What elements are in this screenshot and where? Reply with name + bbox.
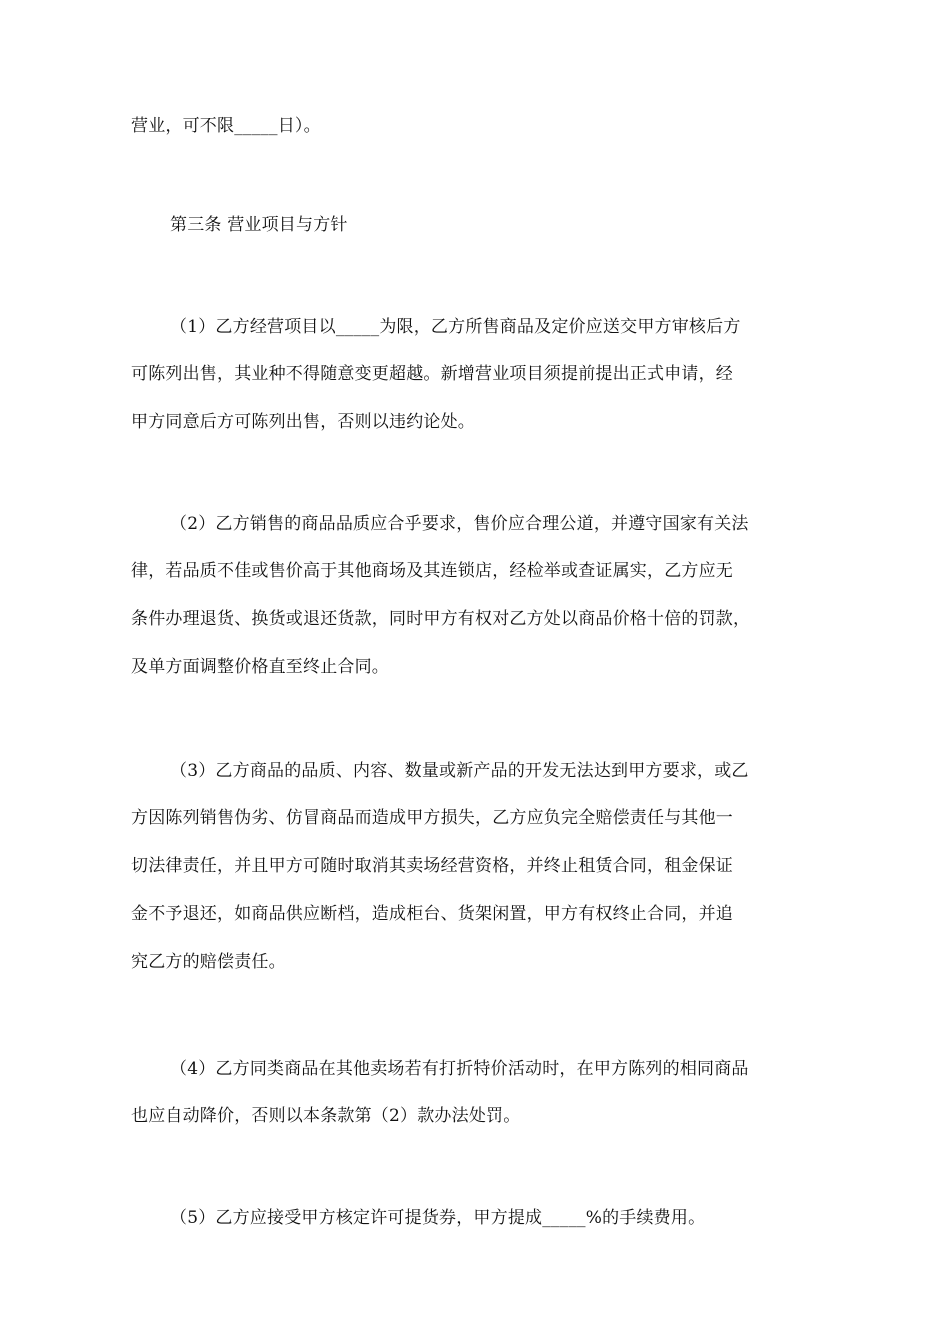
item-3-line-4: 金不予退还，如商品供应断档，造成柜台、货架闲置，甲方有权终止合同，并追 <box>131 904 733 924</box>
item-1-line-3: 甲方同意后方可陈列出售，否则以违约论处。 <box>131 412 475 432</box>
item-5-line-1: （5）乙方应接受甲方核定许可提货券，甲方提成_____%的手续费用。 <box>170 1208 706 1228</box>
item-1-line-2: 可陈列出售，其业种不得随意变更超越。新增营业项目须提前提出正式申请，经 <box>131 364 733 384</box>
item-2-line-1: （2）乙方销售的商品品质应合乎要求，售价应合理公道，并遵守国家有关法 <box>170 514 749 534</box>
paragraph-continuation-line-1: 营业，可不限_____日）。 <box>131 116 321 136</box>
article-heading: 第三条 营业项目与方针 <box>170 215 348 235</box>
item-2-line-4: 及单方面调整价格直至终止合同。 <box>131 657 389 677</box>
item-3-line-5: 究乙方的赔偿责任。 <box>131 952 286 972</box>
item-2-line-2: 律，若品质不佳或售价高于其他商场及其连锁店，经检举或查证属实，乙方应无 <box>131 561 733 581</box>
item-3-line-1: （3）乙方商品的品质、内容、数量或新产品的开发无法达到甲方要求，或乙 <box>170 761 749 781</box>
item-3-line-2: 方因陈列销售伪劣、仿冒商品而造成甲方损失，乙方应负完全赔偿责任与其他一 <box>131 808 733 828</box>
item-2-line-3: 条件办理退货、换货或退还货款，同时甲方有权对乙方处以商品价格十倍的罚款， <box>131 609 751 629</box>
item-1-line-1: （1）乙方经营项目以_____为限，乙方所售商品及定价应送交甲方审核后方 <box>170 317 741 337</box>
item-4-line-2: 也应自动降价，否则以本条款第（2）款办法处罚。 <box>131 1106 521 1126</box>
item-4-line-1: （4）乙方同类商品在其他卖场若有打折特价活动时，在甲方陈列的相同商品 <box>170 1059 749 1079</box>
item-3-line-3: 切法律责任，并且甲方可随时取消其卖场经营资格，并终止租赁合同，租金保证 <box>131 856 733 876</box>
